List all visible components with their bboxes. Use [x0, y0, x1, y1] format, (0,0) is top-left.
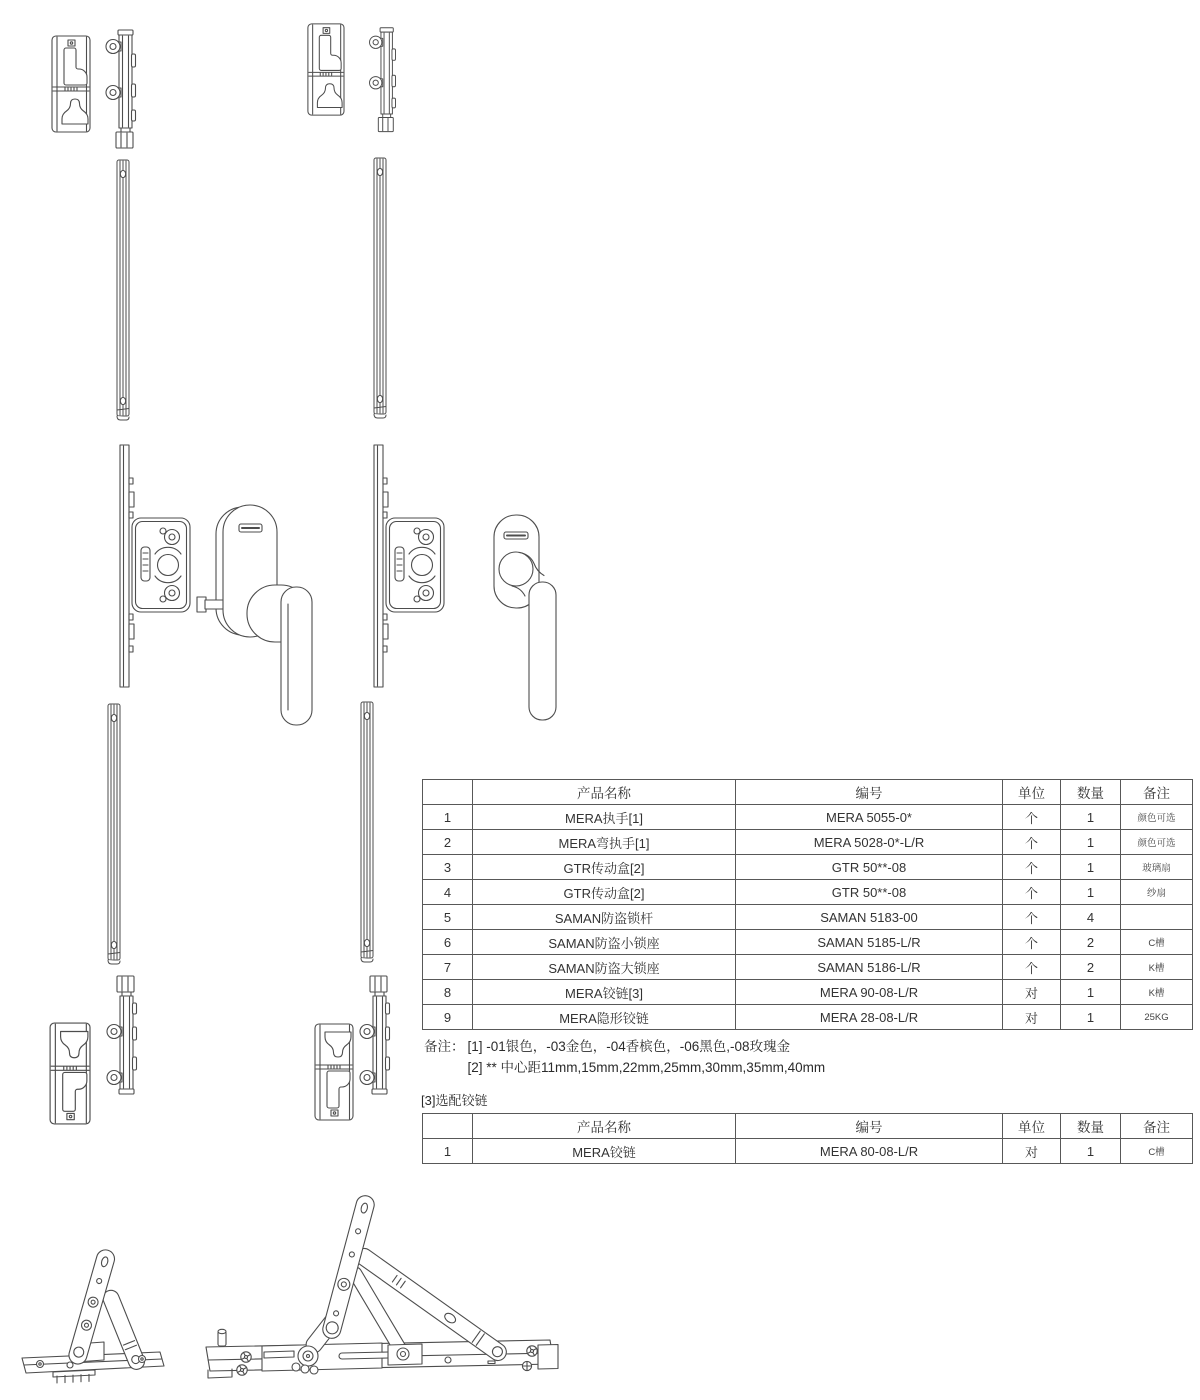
cell-code: MERA 90-08-L/R [736, 980, 1003, 1005]
lock-rod-drawing [108, 704, 120, 964]
lock-rod-end-drawing [370, 28, 396, 132]
col-header-no [423, 1114, 473, 1139]
lock-rod-drawing [374, 158, 386, 418]
table-row [423, 880, 1193, 905]
note-line-colors: [1] -01银色，-03金色，-04香槟色，-06黑色,-08玫瑰金 [467, 1039, 791, 1054]
table-row [423, 930, 1193, 955]
cell-qty: 1 [1061, 980, 1121, 1005]
cell-unit: 个 [1003, 955, 1061, 980]
large-lock-keeper-drawing [308, 24, 344, 115]
cell-remark: 25KG [1121, 1005, 1193, 1030]
parts-table-header [423, 780, 1193, 805]
small-lock-keeper-drawing [52, 36, 90, 132]
col-header-unit: 单位 [1003, 1114, 1061, 1139]
cell-code: MERA 5028-0*-L/R [736, 830, 1003, 855]
cell-unit: 个 [1003, 905, 1061, 930]
cell-name: GTR传动盒[2] [473, 855, 736, 880]
gearbox-glass-sash-drawing [120, 445, 190, 687]
col-header-code: 编号 [736, 780, 1003, 805]
bent-window-handle-drawing [494, 515, 556, 720]
notes-label: 备注： [424, 1039, 465, 1054]
cell-no: 1 [423, 1139, 473, 1164]
optional-hinge-title: [3]选配铰链 [421, 1093, 488, 1108]
window-handle-drawing [197, 505, 312, 725]
col-header-remark: 备注 [1121, 780, 1193, 805]
col-header-remark: 备注 [1121, 1114, 1193, 1139]
cell-code: MERA 5055-0* [736, 805, 1003, 830]
cell-code: SAMAN 5183-00 [736, 905, 1003, 930]
cell-code: GTR 50**-08 [736, 855, 1003, 880]
cell-name: MERA铰链[3] [473, 980, 736, 1005]
small-lock-keeper-drawing [50, 1023, 90, 1124]
cell-remark: 玻璃扇 [1121, 855, 1193, 880]
cell-name: MERA隐形铰链 [473, 1005, 736, 1030]
table-row [423, 955, 1193, 980]
cell-code: SAMAN 5185-L/R [736, 930, 1003, 955]
cell-remark: C槽 [1121, 1139, 1193, 1164]
gearbox-screen-sash-drawing [374, 445, 444, 687]
cell-qty: 1 [1061, 855, 1121, 880]
cell-unit: 对 [1003, 1005, 1061, 1030]
col-header-qty: 数量 [1061, 1114, 1121, 1139]
optional-table-header [423, 1114, 1193, 1139]
table-row [423, 805, 1193, 830]
lock-rod-drawing [361, 702, 373, 962]
cell-unit: 对 [1003, 980, 1061, 1005]
cell-remark: K槽 [1121, 955, 1193, 980]
cell-no: 3 [423, 855, 473, 880]
col-header-code: 编号 [736, 1114, 1003, 1139]
parts-table [422, 779, 1193, 1030]
cell-qty: 2 [1061, 930, 1121, 955]
col-header-unit: 单位 [1003, 780, 1061, 805]
cell-remark: 颜色可选 [1121, 830, 1193, 855]
cell-remark: 纱扇 [1121, 880, 1193, 905]
cell-unit: 个 [1003, 805, 1061, 830]
cell-no: 9 [423, 1005, 473, 1030]
lock-rod-drawing [117, 160, 129, 420]
cell-unit: 对 [1003, 1139, 1061, 1164]
cell-qty: 1 [1061, 880, 1121, 905]
cell-no: 1 [423, 805, 473, 830]
cell-remark: K槽 [1121, 980, 1193, 1005]
optional-hinge-table [422, 1113, 1193, 1164]
col-header-qty: 数量 [1061, 780, 1121, 805]
cell-no: 8 [423, 980, 473, 1005]
cell-qty: 1 [1061, 830, 1121, 855]
cell-no: 4 [423, 880, 473, 905]
cell-name: SAMAN防盗锁杆 [473, 905, 736, 930]
col-header-name: 产品名称 [473, 1114, 736, 1139]
notes [424, 1036, 825, 1078]
cell-unit: 个 [1003, 855, 1061, 880]
cell-name: SAMAN防盗大锁座 [473, 955, 736, 980]
cell-unit: 个 [1003, 930, 1061, 955]
large-friction-hinge-drawing [206, 1194, 558, 1378]
lock-rod-end-drawing [106, 30, 136, 148]
cell-code: MERA 28-08-L/R [736, 1005, 1003, 1030]
cell-name: MERA弯执手[1] [473, 830, 736, 855]
cell-remark [1121, 905, 1193, 930]
cell-code: MERA 80-08-L/R [736, 1139, 1003, 1164]
cell-qty: 1 [1061, 1005, 1121, 1030]
cell-no: 2 [423, 830, 473, 855]
table-row [423, 980, 1193, 1005]
table-row [423, 1139, 1193, 1164]
cell-name: GTR传动盒[2] [473, 880, 736, 905]
col-header-no [423, 780, 473, 805]
cell-remark: C槽 [1121, 930, 1193, 955]
lock-rod-end-drawing [360, 976, 390, 1094]
cell-qty: 4 [1061, 905, 1121, 930]
col-header-name: 产品名称 [473, 780, 736, 805]
cell-qty: 2 [1061, 955, 1121, 980]
cell-no: 5 [423, 905, 473, 930]
cell-qty: 1 [1061, 805, 1121, 830]
large-lock-keeper-drawing [315, 1024, 353, 1120]
cell-no: 7 [423, 955, 473, 980]
note-line-spacing: [2] ** 中心距11mm,15mm,22mm,25mm,30mm,35mm,40mm [467, 1060, 826, 1075]
lock-rod-end-drawing [107, 976, 137, 1094]
cell-code: GTR 50**-08 [736, 880, 1003, 905]
table-row [423, 855, 1193, 880]
cell-no: 6 [423, 930, 473, 955]
table-row [423, 830, 1193, 855]
cell-qty: 1 [1061, 1139, 1121, 1164]
table-row [423, 1005, 1193, 1030]
cell-name: MERA铰链 [473, 1139, 736, 1164]
small-friction-hinge-drawing [22, 1248, 164, 1383]
cell-unit: 个 [1003, 830, 1061, 855]
cell-remark: 颜色可选 [1121, 805, 1193, 830]
cell-name: SAMAN防盗小锁座 [473, 930, 736, 955]
table-row [423, 905, 1193, 930]
cell-code: SAMAN 5186-L/R [736, 955, 1003, 980]
cell-name: MERA执手[1] [473, 805, 736, 830]
cell-unit: 个 [1003, 880, 1061, 905]
